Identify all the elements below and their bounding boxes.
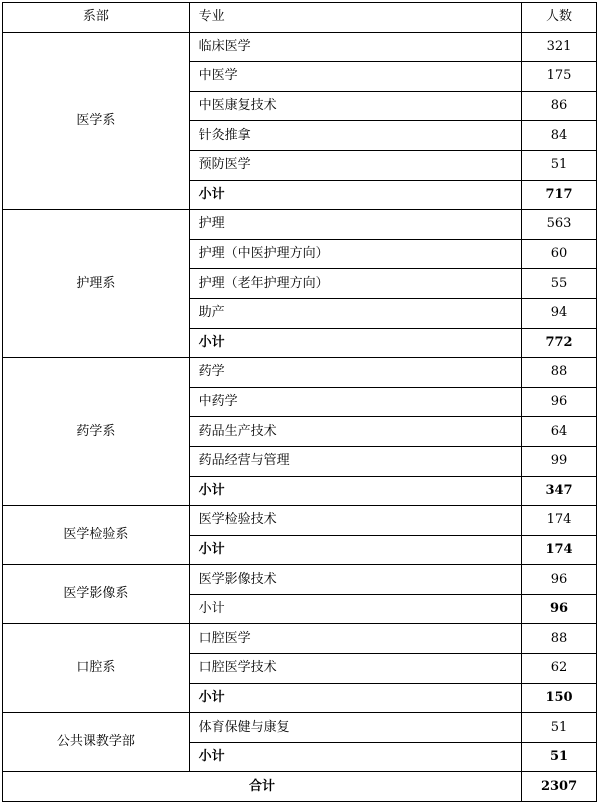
count-cell: 51 xyxy=(522,150,597,180)
count-cell: 60 xyxy=(522,239,597,269)
major-cell: 医学影像技术 xyxy=(189,565,521,595)
subtotal-label: 小计 xyxy=(189,683,521,713)
count-cell: 96 xyxy=(522,565,597,595)
major-cell: 中医学 xyxy=(189,62,521,92)
major-cell: 药学 xyxy=(189,358,521,388)
dept-cell: 护理系 xyxy=(3,210,190,358)
table-row xyxy=(3,565,597,595)
subtotal-count: 150 xyxy=(522,683,597,713)
subtotal-label: 小计 xyxy=(189,328,521,358)
major-cell: 体育保健与康复 xyxy=(189,713,521,743)
major-cell: 口腔医学技术 xyxy=(189,654,521,684)
table-row xyxy=(3,624,597,654)
table-row xyxy=(3,210,597,240)
count-cell: 96 xyxy=(522,387,597,417)
table-body xyxy=(3,3,597,802)
subtotal-label: 小计 xyxy=(189,535,521,565)
dept-cell: 医学检验系 xyxy=(3,506,190,565)
enrollment-table xyxy=(2,2,597,802)
subtotal-count: 174 xyxy=(522,535,597,565)
subtotal-count: 347 xyxy=(522,476,597,506)
count-cell: 174 xyxy=(522,506,597,536)
count-cell: 86 xyxy=(522,91,597,121)
subtotal-count: 96 xyxy=(522,594,597,624)
count-cell: 175 xyxy=(522,62,597,92)
major-cell: 预防医学 xyxy=(189,150,521,180)
major-cell: 医学检验技术 xyxy=(189,506,521,536)
dept-cell: 医学系 xyxy=(3,32,190,210)
table-row xyxy=(3,506,597,536)
subtotal-label: 小计 xyxy=(189,180,521,210)
major-cell: 护理 xyxy=(189,210,521,240)
major-cell: 针灸推拿 xyxy=(189,121,521,151)
major-cell: 临床医学 xyxy=(189,32,521,62)
header-count: 人数 xyxy=(522,3,597,33)
count-cell: 94 xyxy=(522,298,597,328)
major-cell: 药品经营与管理 xyxy=(189,446,521,476)
dept-cell: 公共课教学部 xyxy=(3,713,190,772)
count-cell: 321 xyxy=(522,32,597,62)
count-cell: 563 xyxy=(522,210,597,240)
major-cell: 口腔医学 xyxy=(189,624,521,654)
table-row xyxy=(3,358,597,388)
major-cell: 助产 xyxy=(189,298,521,328)
header-major: 专业 xyxy=(189,3,521,33)
subtotal-count: 772 xyxy=(522,328,597,358)
subtotal-count: 51 xyxy=(522,742,597,772)
dept-cell: 药学系 xyxy=(3,358,190,506)
major-cell: 中医康复技术 xyxy=(189,91,521,121)
major-cell: 中药学 xyxy=(189,387,521,417)
dept-cell: 口腔系 xyxy=(3,624,190,713)
count-cell: 62 xyxy=(522,654,597,684)
count-cell: 64 xyxy=(522,417,597,447)
total-row xyxy=(3,772,597,802)
count-cell: 84 xyxy=(522,121,597,151)
subtotal-count: 717 xyxy=(522,180,597,210)
count-cell: 51 xyxy=(522,713,597,743)
total-count: 2307 xyxy=(522,772,597,802)
major-cell: 护理（中医护理方向） xyxy=(189,239,521,269)
count-cell: 88 xyxy=(522,624,597,654)
total-label: 合计 xyxy=(3,772,522,802)
subtotal-label: 小计 xyxy=(189,594,521,624)
subtotal-label: 小计 xyxy=(189,476,521,506)
header-dept: 系部 xyxy=(3,3,190,33)
dept-cell: 医学影像系 xyxy=(3,565,190,624)
major-cell: 护理（老年护理方向） xyxy=(189,269,521,299)
header-row xyxy=(3,3,597,33)
count-cell: 88 xyxy=(522,358,597,388)
table-row xyxy=(3,713,597,743)
count-cell: 55 xyxy=(522,269,597,299)
table-row xyxy=(3,32,597,62)
subtotal-label: 小计 xyxy=(189,742,521,772)
count-cell: 99 xyxy=(522,446,597,476)
major-cell: 药品生产技术 xyxy=(189,417,521,447)
